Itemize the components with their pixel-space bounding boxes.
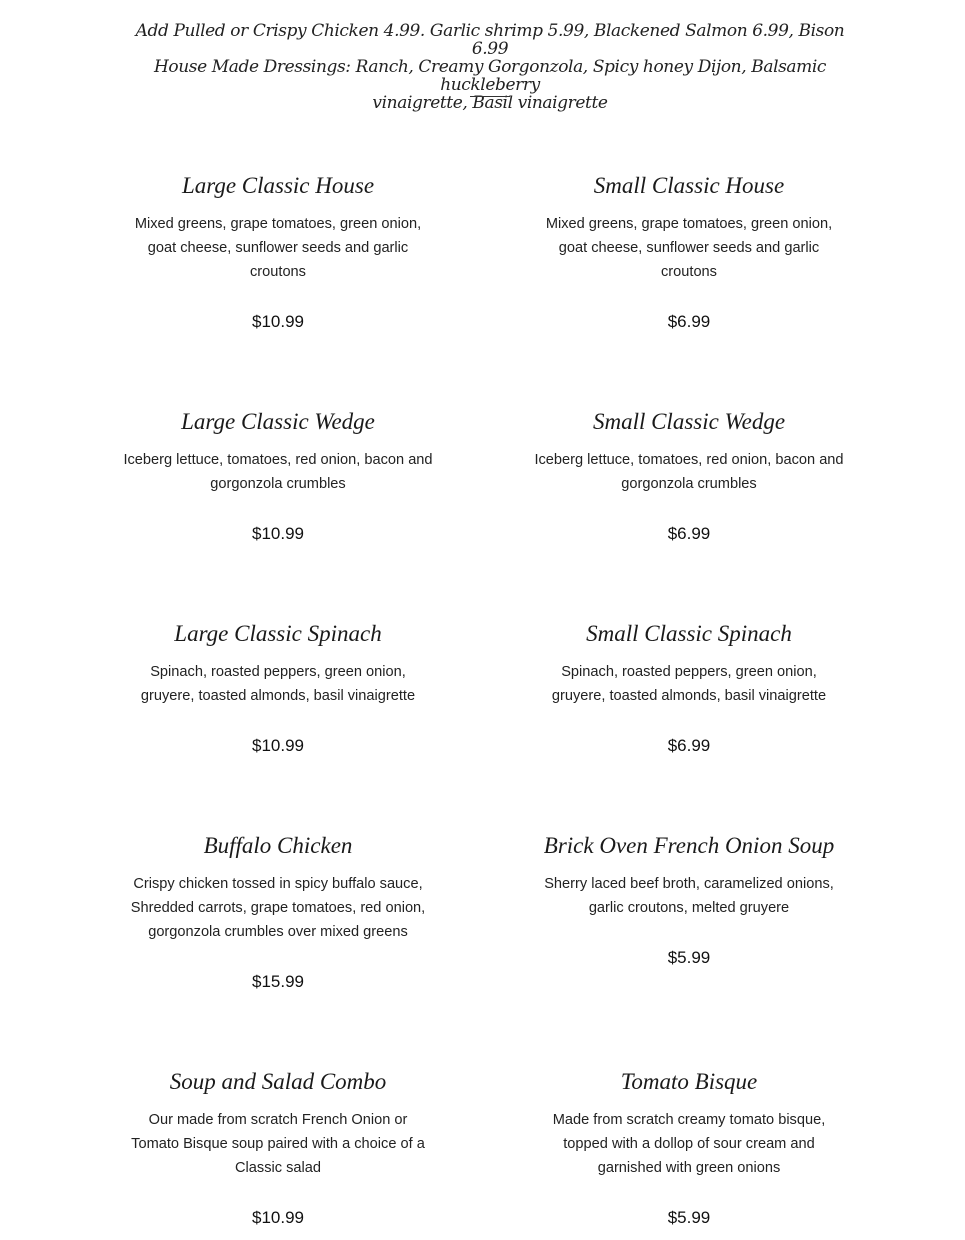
header-divider xyxy=(470,96,510,97)
add-ons-line: Add Pulled or Crispy Chicken 4.99. Garlic shrimp 5.99, Blackened Salmon 6.99, Bison 6.99 xyxy=(135,21,845,59)
item-price: $5.99 xyxy=(667,948,711,967)
item-price: $5.99 xyxy=(667,1208,711,1227)
item-name: Large Classic Wedge xyxy=(181,409,375,434)
dressings-line: House Made Dressings: Ranch, Creamy Gorgonzola, Spicy honey Dijon, Balsamic huckleberry xyxy=(153,57,827,95)
item-name: Large Classic House xyxy=(181,173,375,198)
menu-item-small-classic-house xyxy=(534,172,844,334)
item-name: Small Classic House xyxy=(593,173,785,198)
item-description: Mixed greens, grape tomatoes, green onion, goat cheese, sunflower seeds and garlic croutons xyxy=(545,216,833,280)
item-name: Buffalo Chicken xyxy=(203,833,353,858)
item-description: Made from scratch creamy tomato bisque, topped with a dollop of sour cream and garnished with green onions xyxy=(552,1112,826,1176)
menu-item-french-onion-soup xyxy=(534,832,844,970)
item-price: $10.99 xyxy=(252,736,304,755)
item-price: $10.99 xyxy=(252,524,304,543)
item-price: $6.99 xyxy=(667,736,711,755)
item-description: Spinach, roasted peppers, green onion, gruyere, toasted almonds, basil vinaigrette xyxy=(551,664,827,704)
menu-item-large-classic-wedge xyxy=(123,408,433,546)
item-description: Sherry laced beef broth, caramelized onions, garlic croutons, melted gruyere xyxy=(544,876,834,916)
item-name: Large Classic Spinach xyxy=(174,621,382,646)
item-name: Tomato Bisque xyxy=(620,1069,758,1094)
dressings-line-continued: vinaigrette, Basil vinaigrette xyxy=(372,93,608,113)
item-name: Small Classic Wedge xyxy=(592,409,786,434)
menu-item-soup-and-salad-combo xyxy=(123,1068,433,1230)
item-price: $10.99 xyxy=(252,312,304,331)
item-description: Crispy chicken tossed in spicy buffalo sauce, Shredded carrots, grape tomatoes, red onion, gorgonzola crumbles over mixed greens xyxy=(130,876,426,940)
item-name: Brick Oven French Onion Soup xyxy=(543,833,835,858)
menu-item-small-classic-spinach xyxy=(534,620,844,758)
item-description: Our made from scratch French Onion or Tomato Bisque soup paired with a choice of a Classic salad xyxy=(131,1112,425,1176)
item-price: $10.99 xyxy=(252,1208,304,1227)
item-description: Iceberg lettuce, tomatoes, red onion, bacon and gorgonzola crumbles xyxy=(123,452,433,492)
add-ons-and-dressings-note xyxy=(120,22,860,112)
item-price: $6.99 xyxy=(667,524,711,543)
item-description: Mixed greens, grape tomatoes, green onion, goat cheese, sunflower seeds and garlic croutons xyxy=(134,216,422,280)
menu-item-tomato-bisque xyxy=(534,1068,844,1230)
menu-item-small-classic-wedge xyxy=(534,408,844,546)
item-description: Spinach, roasted peppers, green onion, gruyere, toasted almonds, basil vinaigrette xyxy=(140,664,416,704)
menu-item-large-classic-house xyxy=(123,172,433,334)
menu-item-buffalo-chicken xyxy=(123,832,433,994)
item-price: $15.99 xyxy=(252,972,304,991)
item-name: Small Classic Spinach xyxy=(586,621,792,646)
item-price: $6.99 xyxy=(667,312,711,331)
menu-item-large-classic-spinach xyxy=(123,620,433,758)
item-name: Soup and Salad Combo xyxy=(169,1069,387,1094)
item-description: Iceberg lettuce, tomatoes, red onion, bacon and gorgonzola crumbles xyxy=(534,452,844,492)
